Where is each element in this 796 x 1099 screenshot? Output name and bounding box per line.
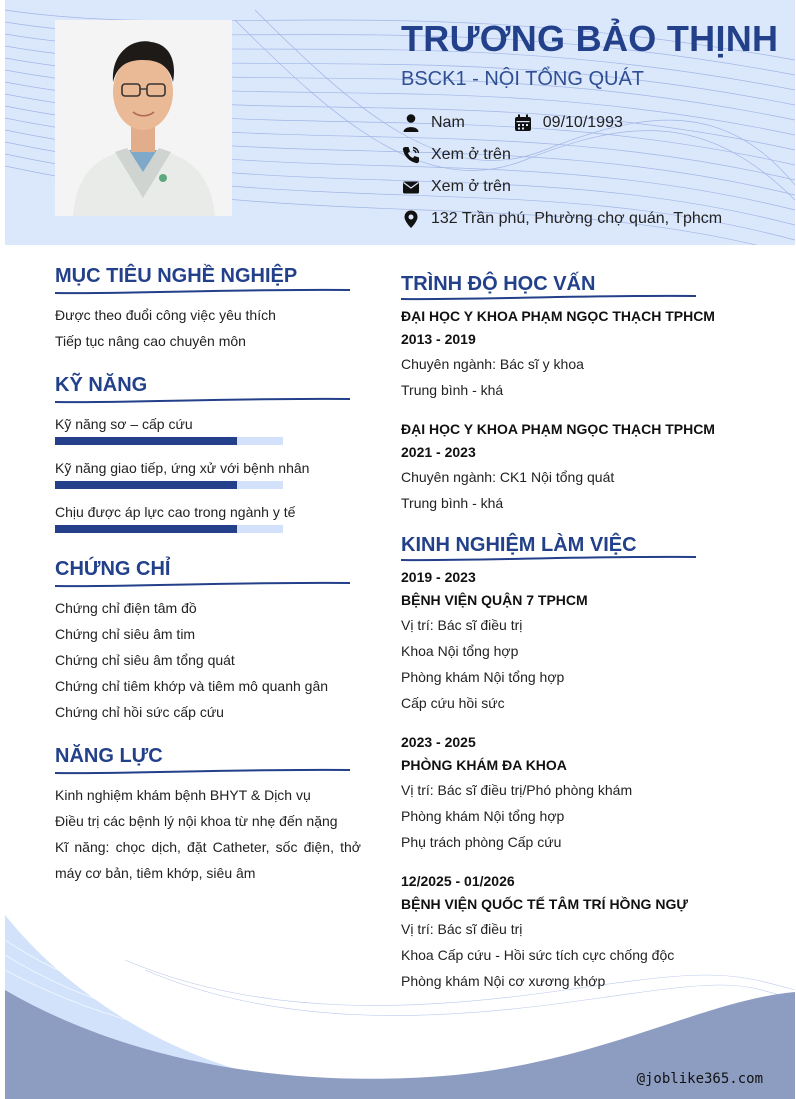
email-value: Xem ở trên <box>431 178 511 195</box>
education-school: ĐẠI HỌC Y KHOA PHẠM NGỌC THẠCH TPHCM <box>401 421 715 437</box>
certificates-underline <box>55 581 350 589</box>
skill-label: Chịu được áp lực cao trong ngành y tế <box>55 504 296 520</box>
ability-line: Kinh nghiệm khám bệnh BHYT & Dịch vụ <box>55 787 311 803</box>
education-heading: TRÌNH ĐỘ HỌC VẤN <box>401 273 596 295</box>
education-period: 2021 - 2023 <box>401 444 476 460</box>
skill-bar <box>55 481 283 489</box>
experience-org: BỆNH VIỆN QUẬN 7 TPHCM <box>401 592 588 608</box>
user-icon <box>401 113 421 133</box>
phone-icon <box>401 145 421 165</box>
objective-underline <box>55 288 350 296</box>
address-value: 132 Trần phú, Phường chợ quán, Tphcm <box>431 210 723 227</box>
experience-line: Phòng khám Nội tổng hợp <box>401 808 565 824</box>
certificates-heading: CHỨNG CHỈ <box>55 558 171 580</box>
info-row-phone <box>401 143 511 167</box>
certificate-item: Chứng chỉ điện tâm đồ <box>55 600 197 616</box>
experience-line: Vị trí: Bác sĩ điều trị <box>401 617 523 633</box>
ability-paragraph: Kĩ năng: chọc dịch, đặt Catheter, sốc điện, thở máy cơ bản, tiêm khớp, siêu âm <box>55 839 361 881</box>
cv-page <box>5 0 795 1099</box>
skill-bar <box>55 525 283 533</box>
candidate-title: BSCK1 - NỘI TỔNG QUÁT <box>401 68 644 90</box>
skills-heading: KỸ NĂNG <box>55 374 148 396</box>
info-row-gender-birthdate <box>401 111 623 135</box>
info-row-address <box>401 207 722 231</box>
skill-bar <box>55 437 283 445</box>
candidate-name: TRƯƠNG BẢO THỊNH <box>401 18 779 59</box>
envelope-icon <box>401 177 421 197</box>
portrait-image <box>55 20 232 216</box>
experience-line: Phòng khám Nội tổng hợp <box>401 669 565 685</box>
profile-photo <box>55 20 232 216</box>
calendar-icon <box>513 113 533 133</box>
footer-handle: @joblike365.com <box>636 1071 763 1087</box>
education-major: Chuyên ngành: Bác sĩ y khoa <box>401 356 584 372</box>
experience-line: Phụ trách phòng Cấp cứu <box>401 834 562 850</box>
abilities-underline <box>55 768 350 776</box>
experience-period: 12/2025 - 01/2026 <box>401 873 515 889</box>
objective-line: Được theo đuổi công việc yêu thích <box>55 307 276 323</box>
experience-line: Khoa Nội tổng hợp <box>401 643 519 659</box>
experience-period: 2023 - 2025 <box>401 734 476 750</box>
skill-label: Kỹ năng sơ – cấp cứu <box>55 416 193 432</box>
gender-value: Nam <box>431 114 465 131</box>
map-pin-icon <box>401 209 421 229</box>
experience-period: 2019 - 2023 <box>401 569 476 585</box>
footer-waves <box>5 900 795 1099</box>
phone-value: Xem ở trên <box>431 146 511 163</box>
education-school: ĐẠI HỌC Y KHOA PHẠM NGỌC THẠCH TPHCM <box>401 308 715 324</box>
education-underline <box>401 294 696 302</box>
objective-heading: MỤC TIÊU NGHỀ NGHIỆP <box>55 265 298 287</box>
education-period: 2013 - 2019 <box>401 331 476 347</box>
certificate-item: Chứng chỉ siêu âm tim <box>55 626 196 642</box>
skills-underline <box>55 397 350 405</box>
info-row-email <box>401 175 511 199</box>
skill-bar-fill <box>55 525 237 533</box>
experience-line: Vị trí: Bác sĩ điều trị <box>401 921 523 937</box>
education-major: Chuyên ngành: CK1 Nội tổng quát <box>401 469 615 485</box>
experience-org: PHÒNG KHÁM ĐA KHOA <box>401 757 567 773</box>
abilities-heading: NĂNG LỰC <box>55 745 163 767</box>
experience-heading: KINH NGHIỆM LÀM VIỆC <box>401 534 637 556</box>
certificate-item: Chứng chỉ tiêm khớp và tiêm mô quanh gân <box>55 678 329 694</box>
birthdate-value: 09/10/1993 <box>542 114 623 131</box>
certificate-item: Chứng chỉ siêu âm tổng quát <box>55 652 235 668</box>
experience-line: Cấp cứu hồi sức <box>401 695 505 711</box>
ability-line: Điều trị các bệnh lý nội khoa từ nhẹ đến nặng <box>55 813 338 829</box>
experience-line: Khoa Cấp cứu - Hồi sức tích cực chống độc <box>401 947 675 963</box>
skill-bar-fill <box>55 481 237 489</box>
education-grade: Trung bình - khá <box>401 382 504 398</box>
experience-underline <box>401 555 696 563</box>
certificate-item: Chứng chỉ hồi sức cấp cứu <box>55 704 224 720</box>
objective-line: Tiếp tục nâng cao chuyên môn <box>55 333 246 349</box>
experience-line: Vị trí: Bác sĩ điều trị/Phó phòng khám <box>401 782 633 798</box>
skill-label: Kỹ năng giao tiếp, ứng xử với bệnh nhân <box>55 460 310 476</box>
experience-org: BỆNH VIỆN QUỐC TẾ TÂM TRÍ HỒNG NGỰ <box>401 896 688 912</box>
education-grade: Trung bình - khá <box>401 495 504 511</box>
experience-line: Phòng khám Nội cơ xương khớp <box>401 973 606 989</box>
skill-bar-fill <box>55 437 237 445</box>
